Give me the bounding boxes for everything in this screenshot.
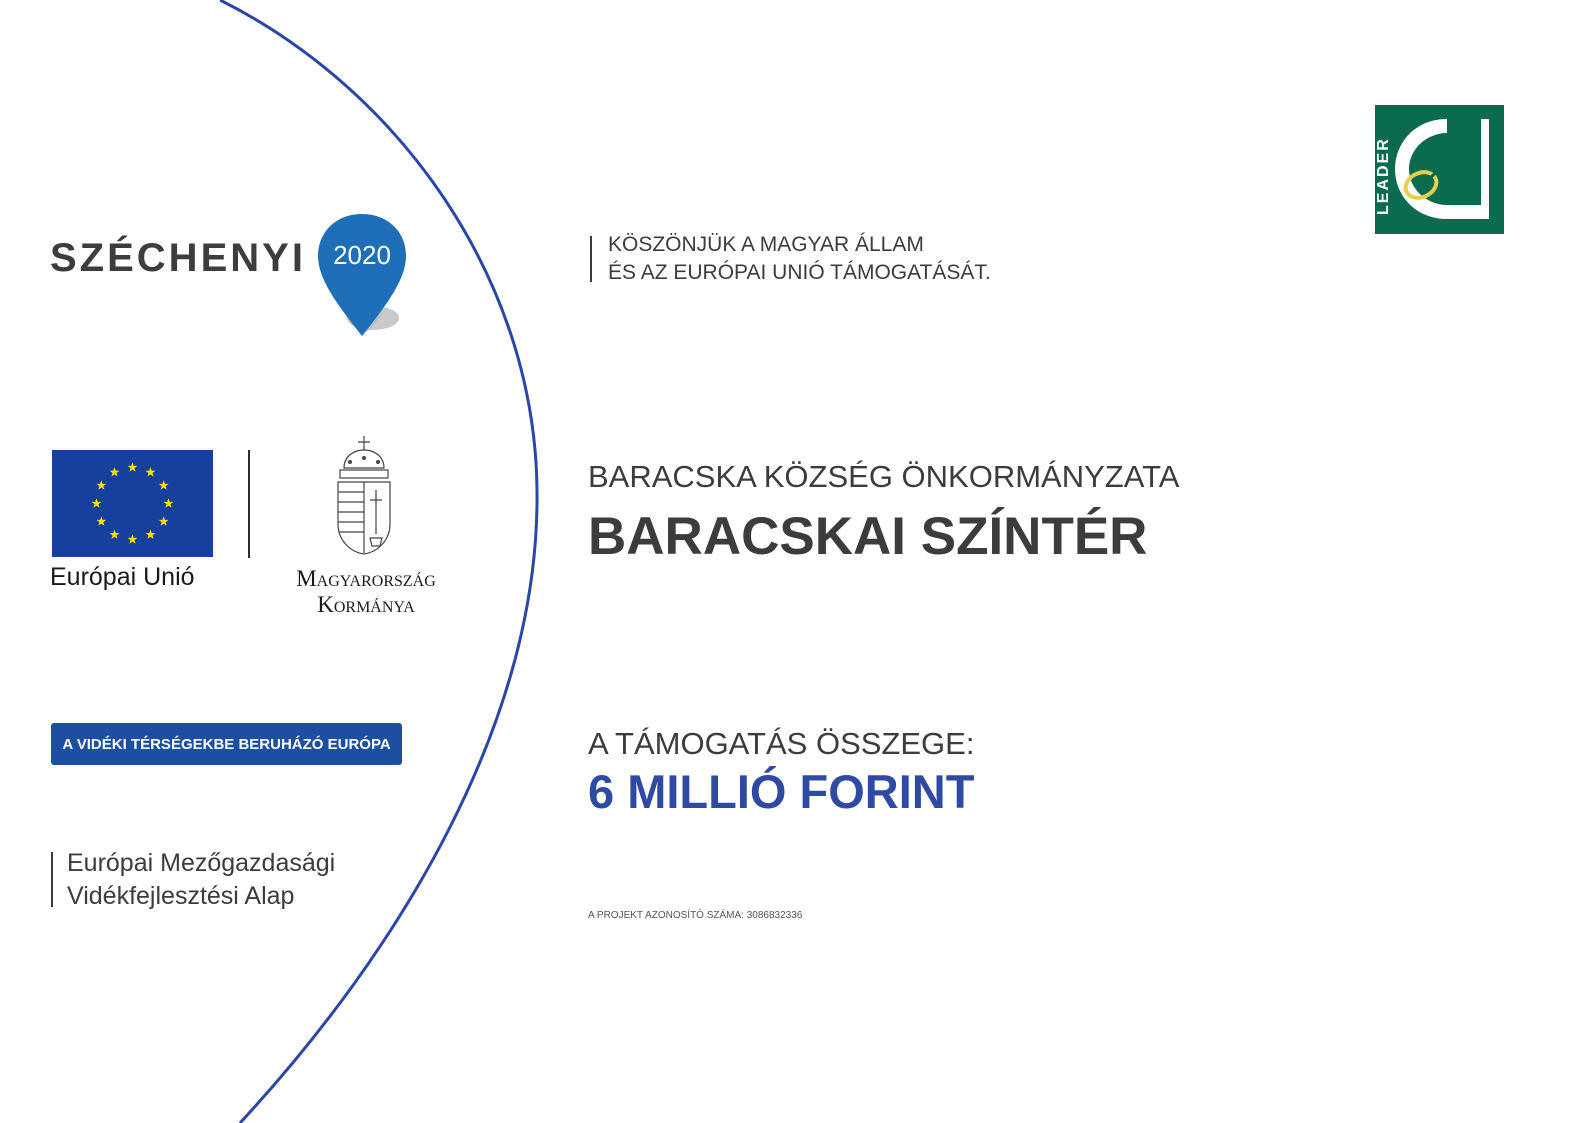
logo-divider: [248, 450, 250, 558]
government-label: [268, 566, 464, 618]
thanks-text: [608, 231, 991, 287]
support-amount-label: A TÁMOGATÁS ÖSSZEGE:: [588, 726, 975, 761]
map-pin-icon: [315, 212, 410, 340]
fund-divider: [51, 852, 53, 907]
thanks-divider: [590, 236, 592, 282]
fund-name: [67, 847, 335, 913]
government-line-1: Magyarország: [296, 566, 436, 591]
szechenyi-year: 2020: [333, 240, 391, 270]
fund-line-2: Vidékfejlesztési Alap: [67, 882, 295, 910]
eu-label: Európai Unió: [50, 563, 195, 591]
project-title: BARACSKAI SZÍNTÉR: [588, 507, 1148, 566]
support-amount-value: 6 MILLIÓ FORINT: [588, 765, 975, 818]
project-id: A PROJEKT AZONOSÍTÓ SZÁMA: 3086832336: [588, 910, 803, 921]
eu-flag-icon: [52, 450, 213, 557]
coat-of-arms-icon: [330, 434, 398, 558]
thanks-line-1: KÖSZÖNJÜK A MAGYAR ÁLLAM: [608, 233, 924, 256]
leader-wordmark: LEADER: [1375, 137, 1392, 215]
szechenyi-wordmark: SZÉCHENYI: [50, 236, 306, 280]
thanks-line-2: ÉS AZ EURÓPAI UNIÓ TÁMOGATÁSÁT.: [608, 261, 991, 284]
fund-line-1: Európai Mezőgazdasági: [67, 849, 336, 877]
beneficiary-name: BARACSKA KÖZSÉG ÖNKORMÁNYZATA: [588, 459, 1180, 494]
government-line-2: Kormánya: [317, 592, 415, 617]
investing-europe-badge: A VIDÉKI TÉRSÉGEKBE BERUHÁZÓ EURÓPA: [51, 723, 402, 765]
leader-logo: [1375, 105, 1504, 234]
